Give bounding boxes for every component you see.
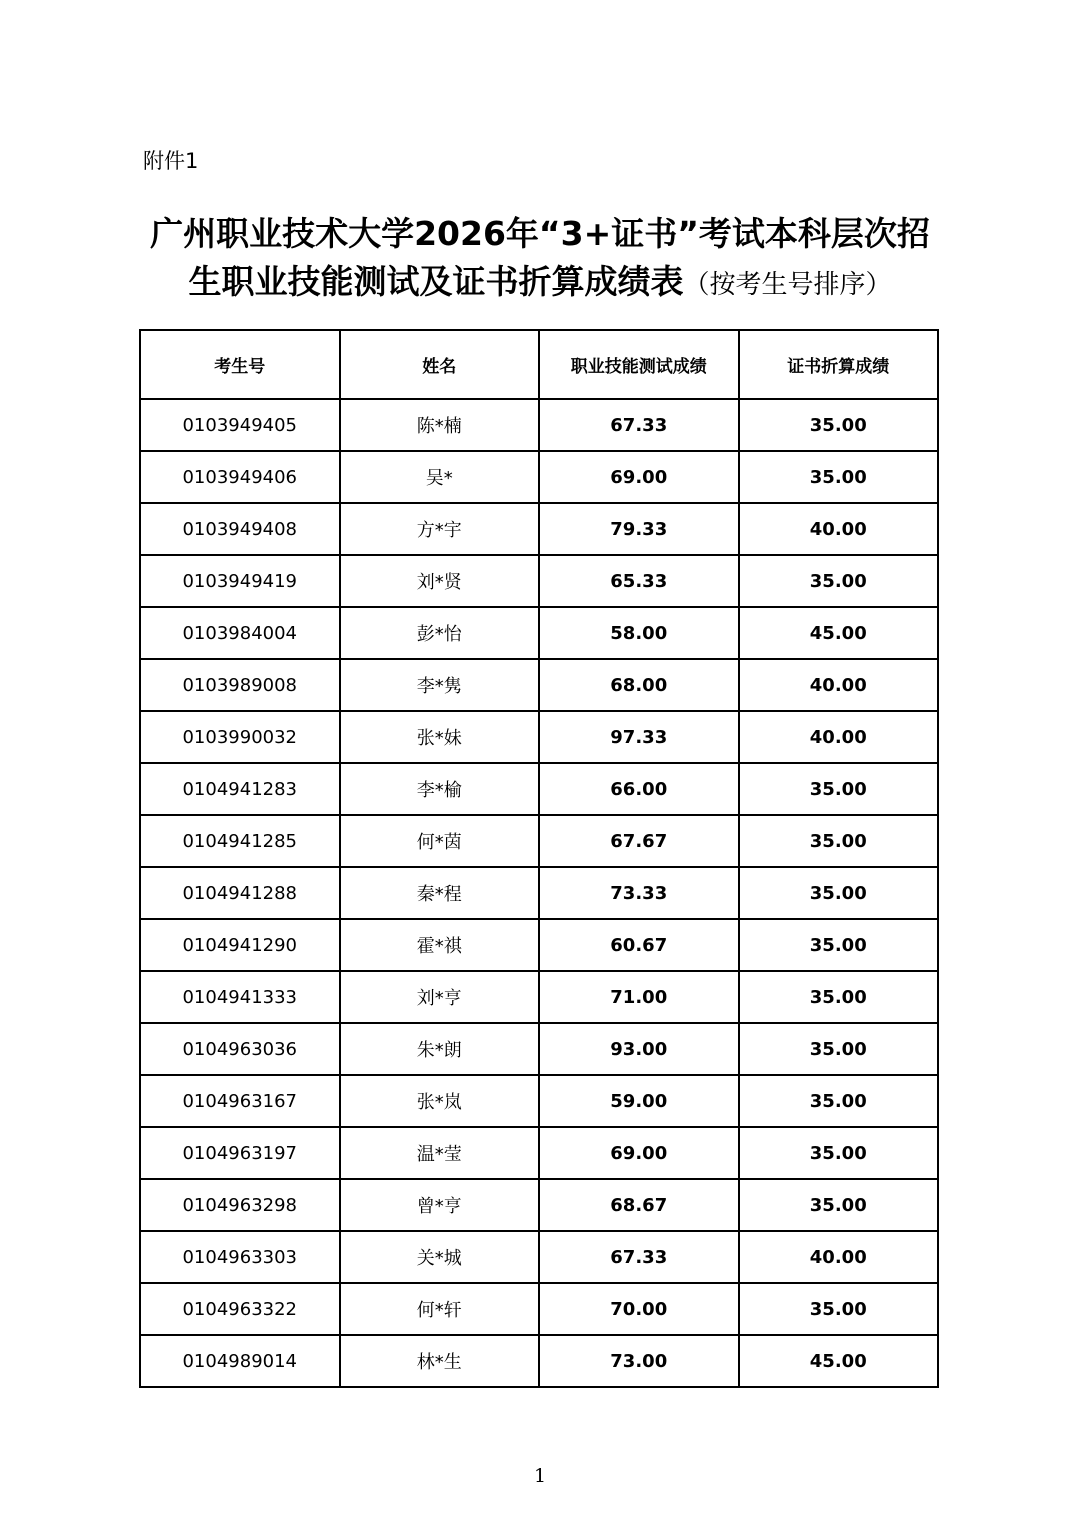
- cell-candidate-number: 0104941285: [140, 815, 340, 867]
- attachment-label: 附件1: [143, 149, 199, 173]
- cell-skill-test-score: 69.00: [539, 1127, 739, 1179]
- cell-skill-test-score: 58.00: [539, 607, 739, 659]
- table-row: [140, 503, 938, 555]
- table-row: [140, 763, 938, 815]
- cell-skill-test-score: 71.00: [539, 971, 739, 1023]
- cell-skill-test-score: 65.33: [539, 555, 739, 607]
- cell-certificate-score: 35.00: [739, 763, 939, 815]
- table-row: [140, 1127, 938, 1179]
- cell-certificate-score: 40.00: [739, 659, 939, 711]
- table-row: [140, 815, 938, 867]
- cell-candidate-number: 0104963322: [140, 1283, 340, 1335]
- cell-certificate-score: 35.00: [739, 919, 939, 971]
- cell-skill-test-score: 67.33: [539, 1231, 739, 1283]
- cell-name: 彭*怡: [340, 607, 540, 659]
- cell-name: 何*轩: [340, 1283, 540, 1335]
- cell-skill-test-score: 68.67: [539, 1179, 739, 1231]
- title-line-1: 广州职业技术大学2026年“3+证书”考试本科层次招: [150, 214, 930, 253]
- table-row: [140, 1179, 938, 1231]
- cell-candidate-number: 0104963298: [140, 1179, 340, 1231]
- header-candidate-number: 考生号: [140, 330, 340, 399]
- cell-certificate-score: 35.00: [739, 971, 939, 1023]
- title-line-2-text: 生职业技能测试及证书折算成绩表: [188, 262, 684, 301]
- cell-skill-test-score: 73.00: [539, 1335, 739, 1387]
- cell-skill-test-score: 66.00: [539, 763, 739, 815]
- table-row: [140, 1283, 938, 1335]
- cell-skill-test-score: 59.00: [539, 1075, 739, 1127]
- cell-certificate-score: 40.00: [739, 503, 939, 555]
- cell-name: 吴*: [340, 451, 540, 503]
- cell-certificate-score: 35.00: [739, 867, 939, 919]
- cell-name: 刘*贤: [340, 555, 540, 607]
- cell-candidate-number: 0104963167: [140, 1075, 340, 1127]
- cell-candidate-number: 0103990032: [140, 711, 340, 763]
- table-body: [140, 399, 938, 1387]
- cell-skill-test-score: 70.00: [539, 1283, 739, 1335]
- cell-skill-test-score: 67.33: [539, 399, 739, 451]
- cell-name: 方*宇: [340, 503, 540, 555]
- cell-name: 秦*程: [340, 867, 540, 919]
- cell-certificate-score: 35.00: [739, 555, 939, 607]
- cell-name: 张*妹: [340, 711, 540, 763]
- table-row: [140, 711, 938, 763]
- cell-candidate-number: 0104941333: [140, 971, 340, 1023]
- cell-candidate-number: 0104941290: [140, 919, 340, 971]
- header-skill-test-score: 职业技能测试成绩: [539, 330, 739, 399]
- header-certificate-score: 证书折算成绩: [739, 330, 939, 399]
- cell-certificate-score: 35.00: [739, 451, 939, 503]
- cell-candidate-number: 0104941283: [140, 763, 340, 815]
- cell-name: 林*生: [340, 1335, 540, 1387]
- score-table: [139, 329, 939, 1388]
- cell-candidate-number: 0104963036: [140, 1023, 340, 1075]
- cell-name: 朱*朗: [340, 1023, 540, 1075]
- cell-certificate-score: 35.00: [739, 1075, 939, 1127]
- table-row: [140, 1075, 938, 1127]
- cell-skill-test-score: 69.00: [539, 451, 739, 503]
- table-row: [140, 971, 938, 1023]
- cell-certificate-score: 35.00: [739, 399, 939, 451]
- cell-name: 关*城: [340, 1231, 540, 1283]
- cell-name: 陈*楠: [340, 399, 540, 451]
- cell-certificate-score: 35.00: [739, 1283, 939, 1335]
- cell-skill-test-score: 68.00: [539, 659, 739, 711]
- cell-candidate-number: 0104941288: [140, 867, 340, 919]
- cell-candidate-number: 0103949406: [140, 451, 340, 503]
- cell-certificate-score: 35.00: [739, 815, 939, 867]
- cell-name: 何*茵: [340, 815, 540, 867]
- cell-name: 霍*祺: [340, 919, 540, 971]
- cell-skill-test-score: 67.67: [539, 815, 739, 867]
- table-row: [140, 659, 938, 711]
- cell-candidate-number: 0104989014: [140, 1335, 340, 1387]
- cell-certificate-score: 45.00: [739, 1335, 939, 1387]
- table-row: [140, 607, 938, 659]
- table-row: [140, 867, 938, 919]
- cell-name: 李*隽: [340, 659, 540, 711]
- table-row: [140, 1023, 938, 1075]
- title-line-2: [0, 258, 1080, 309]
- cell-certificate-score: 40.00: [739, 1231, 939, 1283]
- cell-certificate-score: 35.00: [739, 1127, 939, 1179]
- cell-candidate-number: 0104963197: [140, 1127, 340, 1179]
- cell-candidate-number: 0103949419: [140, 555, 340, 607]
- cell-candidate-number: 0103949408: [140, 503, 340, 555]
- table-row: [140, 451, 938, 503]
- table-row: [140, 399, 938, 451]
- cell-certificate-score: 35.00: [739, 1023, 939, 1075]
- cell-skill-test-score: 73.33: [539, 867, 739, 919]
- cell-skill-test-score: 79.33: [539, 503, 739, 555]
- cell-candidate-number: 0103949405: [140, 399, 340, 451]
- page-title: [0, 210, 1080, 309]
- cell-name: 李*榆: [340, 763, 540, 815]
- page-number: 1: [533, 1465, 547, 1487]
- cell-name: 曾*亨: [340, 1179, 540, 1231]
- cell-candidate-number: 0103984004: [140, 607, 340, 659]
- cell-name: 温*莹: [340, 1127, 540, 1179]
- header-name: 姓名: [340, 330, 540, 399]
- table-row: [140, 1335, 938, 1387]
- table-row: [140, 919, 938, 971]
- cell-certificate-score: 45.00: [739, 607, 939, 659]
- title-sort-note: （按考生号排序）: [683, 270, 892, 300]
- cell-candidate-number: 0103989008: [140, 659, 340, 711]
- table-row: [140, 555, 938, 607]
- cell-skill-test-score: 60.67: [539, 919, 739, 971]
- cell-candidate-number: 0104963303: [140, 1231, 340, 1283]
- cell-skill-test-score: 97.33: [539, 711, 739, 763]
- cell-name: 张*岚: [340, 1075, 540, 1127]
- table-row: [140, 1231, 938, 1283]
- cell-certificate-score: 40.00: [739, 711, 939, 763]
- cell-skill-test-score: 93.00: [539, 1023, 739, 1075]
- table-header-row: [140, 330, 938, 399]
- cell-name: 刘*亨: [340, 971, 540, 1023]
- cell-certificate-score: 35.00: [739, 1179, 939, 1231]
